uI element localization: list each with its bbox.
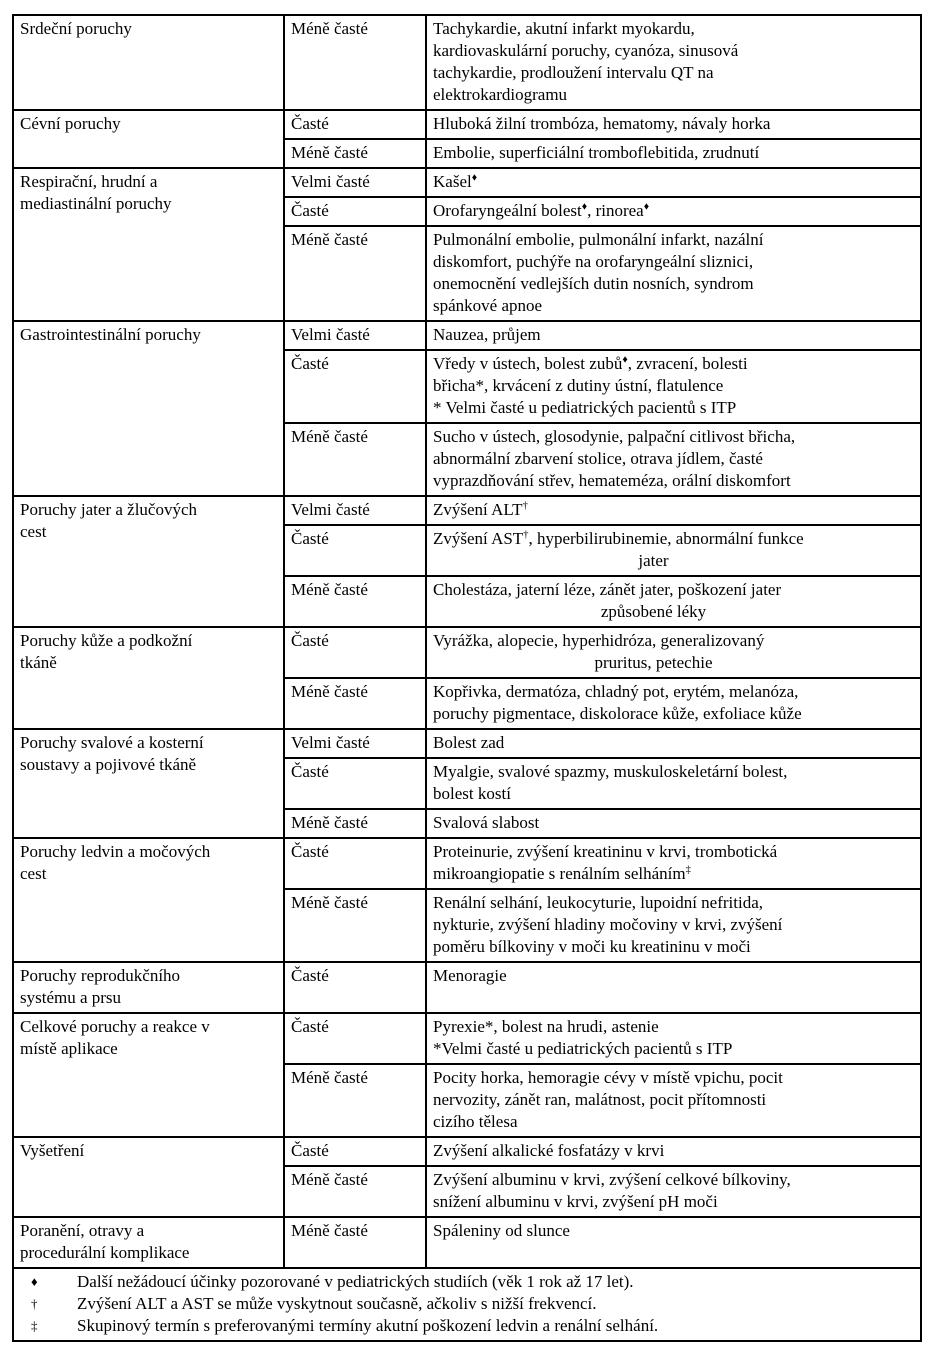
reactions-cell: Vyrážka, alopecie, hyperhidróza, generalizovaný pruritus, petechie [426, 627, 921, 678]
frequency-cell: Časté [284, 197, 426, 226]
organ-class-cell: Respirační, hrudní a mediastinální poruchy [13, 168, 284, 321]
reactions-cell: Tachykardie, akutní infarkt myokardu, kardiovaskulární poruchy, cyanóza, sinusová tachykardie, prodloužení intervalu QT na elektrokardiogramu [426, 15, 921, 110]
frequency-cell: Méně časté [284, 15, 426, 110]
reactions-cell: Zvýšení alkalické fosfatázy v krvi [426, 1137, 921, 1166]
reactions-cell: Cholestáza, jaterní léze, zánět jater, poškození jater způsobené léky [426, 576, 921, 627]
reactions-cell: Pulmonální embolie, pulmonální infarkt, nazální diskomfort, puchýře na orofaryngeální sliznici, onemocnění vedlejších dutin nosních, syndrom spánkové apnoe [426, 226, 921, 321]
reactions-cell: Sucho v ústech, glosodynie, palpační citlivost břicha, abnormální zbarvení stolice, otrava jídlem, časté vyprazdňování střev, hemateméza, orální diskomfort [426, 423, 921, 496]
reactions-cell: Embolie, superficiální tromboflebitida, zrudnutí [426, 139, 921, 168]
footnote-text: Skupinový termín s preferovanými termíny akutní poškození ledvin a renální selhání. [77, 1316, 659, 1335]
table-row [13, 1013, 921, 1064]
table-row [13, 838, 921, 889]
reactions-cell: Zvýšení albuminu v krvi, zvýšení celkové bílkoviny, snížení albuminu v krvi, zvýšení pH moči [426, 1166, 921, 1217]
frequency-cell: Méně časté [284, 576, 426, 627]
frequency-cell: Velmi časté [284, 321, 426, 350]
frequency-cell: Velmi časté [284, 729, 426, 758]
frequency-cell: Méně časté [284, 139, 426, 168]
adverse-reactions-table-body [13, 15, 921, 1341]
frequency-cell: Méně časté [284, 1217, 426, 1268]
table-row [13, 729, 921, 758]
footnote-marker: † [31, 1296, 38, 1311]
reactions-cell: Pyrexie*, bolest na hrudi, astenie *Velmi časté u pediatrických pacientů s ITP [426, 1013, 921, 1064]
frequency-cell: Méně časté [284, 226, 426, 321]
adverse-reactions-table [12, 14, 922, 1342]
table-row [13, 321, 921, 350]
reactions-cell: Renální selhání, leukocyturie, lupoidní nefritida, nykturie, zvýšení hladiny močoviny v krvi, zvýšení poměru bílkoviny v moči ku kreatininu v moči [426, 889, 921, 962]
frequency-cell: Časté [284, 1013, 426, 1064]
organ-class-cell: Poruchy jater a žlučových cest [13, 496, 284, 627]
table-row [13, 1217, 921, 1268]
organ-class-cell: Poranění, otravy a procedurální komplikace [13, 1217, 284, 1268]
reactions-cell: Spáleniny od slunce [426, 1217, 921, 1268]
organ-class-cell: Poruchy ledvin a močových cest [13, 838, 284, 962]
footnote-item [20, 1293, 914, 1315]
frequency-cell: Časté [284, 1137, 426, 1166]
reactions-cell: Proteinurie, zvýšení kreatininu v krvi, trombotická mikroangiopatie s renálním selháním‡ [426, 838, 921, 889]
table-row [13, 496, 921, 525]
organ-class-cell: Celkové poruchy a reakce v místě aplikace [13, 1013, 284, 1137]
reactions-cell: Bolest zad [426, 729, 921, 758]
organ-class-cell: Poruchy kůže a podkožní tkáně [13, 627, 284, 729]
frequency-cell: Velmi časté [284, 496, 426, 525]
frequency-cell: Velmi časté [284, 168, 426, 197]
footnote-item [20, 1315, 914, 1337]
frequency-cell: Časté [284, 627, 426, 678]
frequency-cell: Méně časté [284, 889, 426, 962]
reactions-cell: Vředy v ústech, bolest zubů♦, zvracení, bolesti břicha*, krvácení z dutiny ústní, flatulence * Velmi časté u pediatrických pacientů s ITP [426, 350, 921, 423]
frequency-cell: Časté [284, 838, 426, 889]
footnotes-row [13, 1268, 921, 1341]
reactions-cell: Kopřivka, dermatóza, chladný pot, erytém, melanóza, poruchy pigmentace, diskolorace kůže, exfoliace kůže [426, 678, 921, 729]
frequency-cell: Méně časté [284, 423, 426, 496]
organ-class-cell: Vyšetření [13, 1137, 284, 1217]
frequency-cell: Časté [284, 350, 426, 423]
reactions-cell: Svalová slabost [426, 809, 921, 838]
organ-class-cell: Poruchy svalové a kosterní soustavy a pojivové tkáně [13, 729, 284, 838]
frequency-cell: Časté [284, 962, 426, 1013]
frequency-cell: Méně časté [284, 678, 426, 729]
frequency-cell: Časté [284, 110, 426, 139]
footnote-text: Zvýšení ALT a AST se může vyskytnout současně, ačkoliv s nižší frekvencí. [77, 1294, 597, 1313]
organ-class-cell: Cévní poruchy [13, 110, 284, 168]
reactions-cell: Hluboká žilní trombóza, hematomy, návaly horka [426, 110, 921, 139]
organ-class-cell: Poruchy reprodukčního systému a prsu [13, 962, 284, 1013]
table-row [13, 110, 921, 139]
footnotes-cell [13, 1268, 921, 1341]
reactions-cell: Kašel♦ [426, 168, 921, 197]
organ-class-cell: Gastrointestinální poruchy [13, 321, 284, 496]
table-row [13, 962, 921, 1013]
table-row [13, 1137, 921, 1166]
frequency-cell: Méně časté [284, 1064, 426, 1137]
frequency-cell: Časté [284, 525, 426, 576]
reactions-cell: Zvýšení ALT† [426, 496, 921, 525]
footnote-item [20, 1271, 914, 1293]
frequency-cell: Méně časté [284, 1166, 426, 1217]
reactions-cell: Pocity horka, hemoragie cévy v místě vpichu, pocit nervozity, zánět ran, malátnost, pocit přítomnosti cizího tělesa [426, 1064, 921, 1137]
reactions-cell: Zvýšení AST†, hyperbilirubinemie, abnormální funkce jater [426, 525, 921, 576]
organ-class-cell: Srdeční poruchy [13, 15, 284, 110]
frequency-cell: Méně časté [284, 809, 426, 838]
footnote-text: Další nežádoucí účinky pozorované v pediatrických studiích (věk 1 rok až 17 let). [77, 1272, 634, 1291]
reactions-cell: Myalgie, svalové spazmy, muskuloskeletární bolest, bolest kostí [426, 758, 921, 809]
reactions-cell: Nauzea, průjem [426, 321, 921, 350]
table-row [13, 15, 921, 110]
table-row [13, 627, 921, 678]
frequency-cell: Časté [284, 758, 426, 809]
reactions-cell: Menoragie [426, 962, 921, 1013]
footnote-marker: ‡ [31, 1318, 38, 1333]
reactions-cell: Orofaryngeální bolest♦, rinorea♦ [426, 197, 921, 226]
table-row [13, 168, 921, 197]
footnote-marker: ♦ [31, 1274, 38, 1289]
